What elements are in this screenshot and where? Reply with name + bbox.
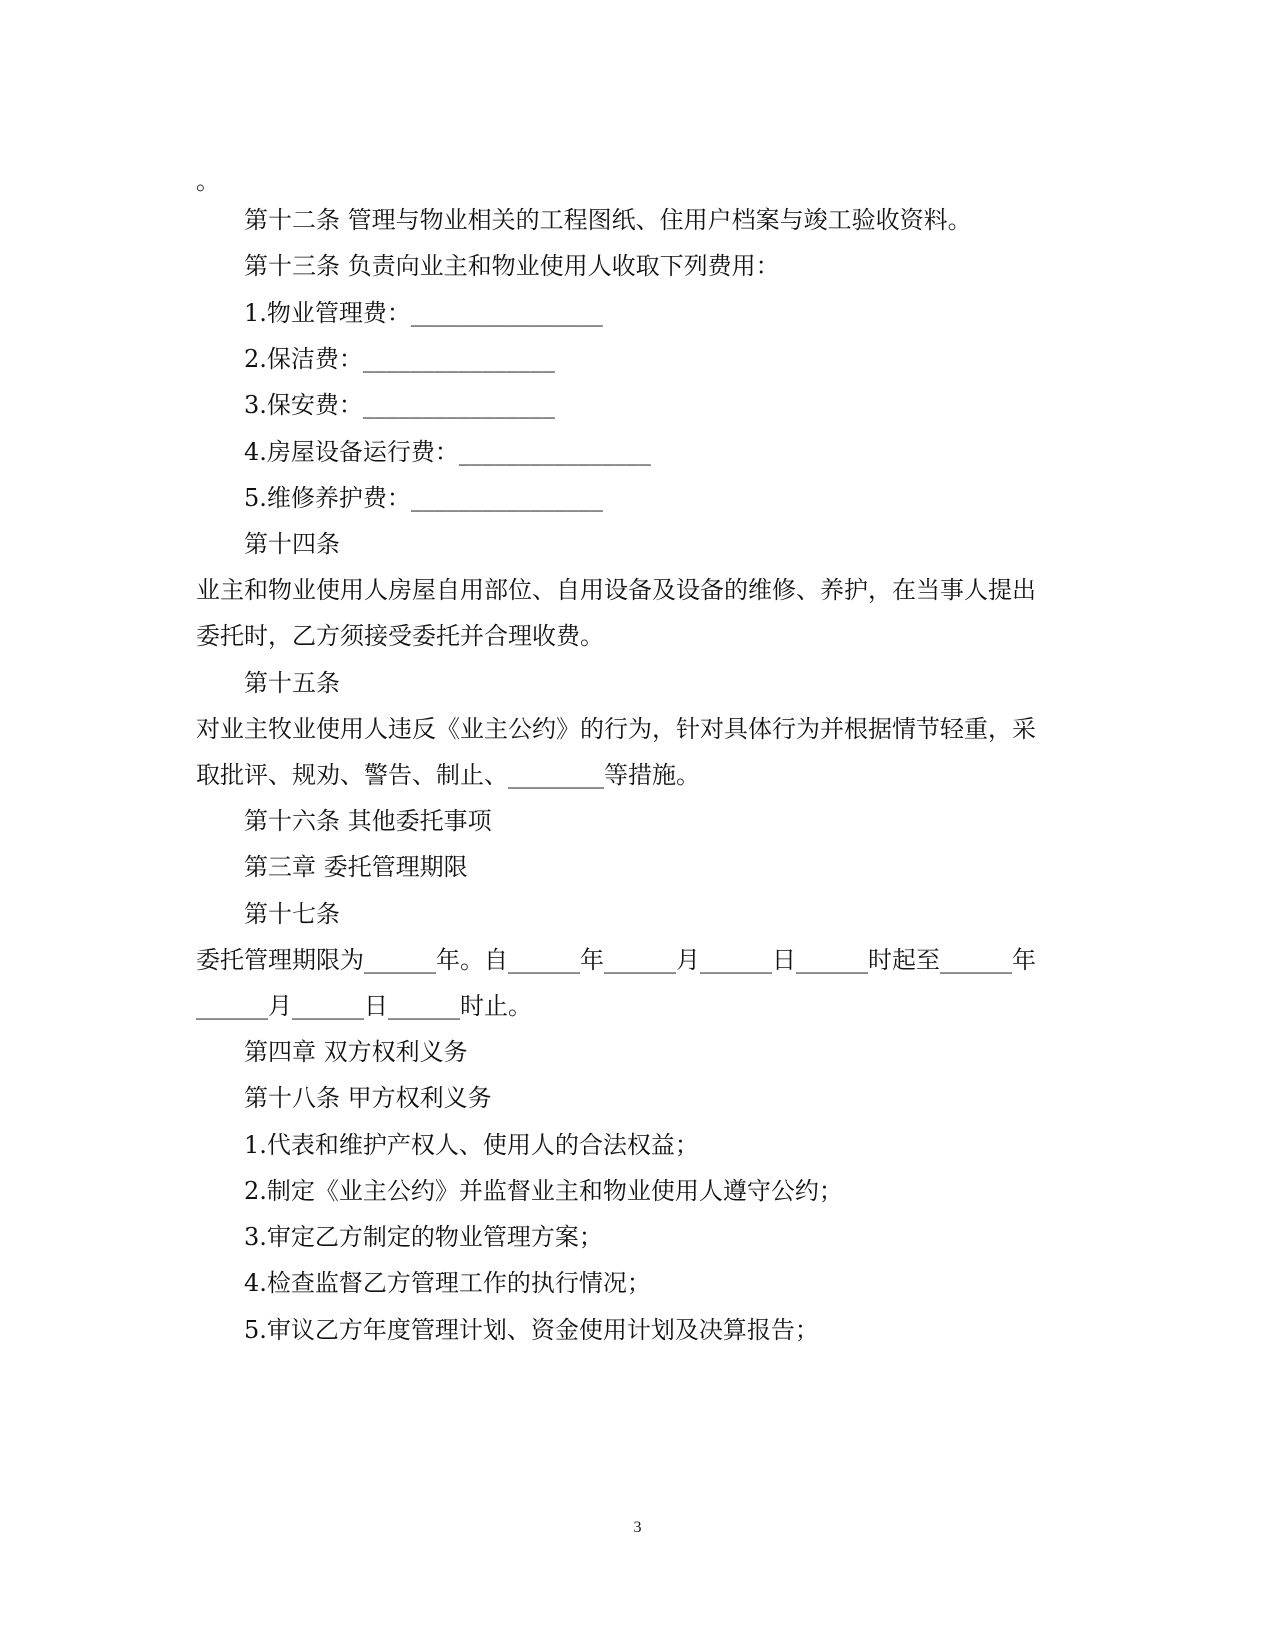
article-17-text-2: ______月______日______时止。 <box>196 992 532 1020</box>
chapter-3-heading: 第三章 委托管理期限 <box>244 853 468 881</box>
party-a-duty-2: 2.制定《业主公约》并监督业主和物业使用人遵守公约； <box>244 1177 843 1205</box>
fee-item-5: 5.维修养护费：________________ <box>244 484 603 512</box>
fee-item-4: 4.房屋设备运行费：________________ <box>244 438 651 466</box>
article-17-heading: 第十七条 <box>244 900 340 928</box>
article-16: 第十六条 其他委托事项 <box>244 807 492 835</box>
party-a-duty-3: 3.审定乙方制定的物业管理方案； <box>244 1223 603 1251</box>
article-13: 第十三条 负责向业主和物业使用人收取下列费用： <box>244 252 780 280</box>
page-number: 3 <box>633 1519 642 1536</box>
fee-item-2: 2.保洁费：________________ <box>244 345 555 373</box>
article-15-text-2: 取批评、规劝、警告、制止、________等措施。 <box>196 761 700 789</box>
party-a-duty-5: 5.审议乙方年度管理计划、资金使用计划及决算报告； <box>244 1316 819 1344</box>
party-a-duty-4: 4.检查监督乙方管理工作的执行情况； <box>244 1269 651 1297</box>
article-18-heading: 第十八条 甲方权利义务 <box>244 1084 492 1112</box>
article-14-heading: 第十四条 <box>244 530 340 558</box>
article-15-text-1: 对业主牧业使用人违反《业主公约》的行为，针对具体行为并根据情节轻重，采 <box>196 715 1036 743</box>
article-12: 第十二条 管理与物业相关的工程图纸、住用户档案与竣工验收资料。 <box>244 206 972 234</box>
article-17-text-1: 委托管理期限为______年。自______年______月______日______时起至______年 <box>196 946 1036 974</box>
fee-item-1: 1.物业管理费：________________ <box>244 299 603 327</box>
article-14-text-2: 委托时，乙方须接受委托并合理收费。 <box>196 622 604 650</box>
article-15-heading: 第十五条 <box>244 669 340 697</box>
text-line-continuation: 。 <box>196 167 220 195</box>
chapter-4-heading: 第四章 双方权利义务 <box>244 1038 468 1066</box>
fee-item-3: 3.保安费：________________ <box>244 391 555 419</box>
article-14-text-1: 业主和物业使用人房屋自用部位、自用设备及设备的维修、养护，在当事人提出 <box>196 576 1036 604</box>
party-a-duty-1: 1.代表和维护产权人、使用人的合法权益； <box>244 1131 699 1159</box>
